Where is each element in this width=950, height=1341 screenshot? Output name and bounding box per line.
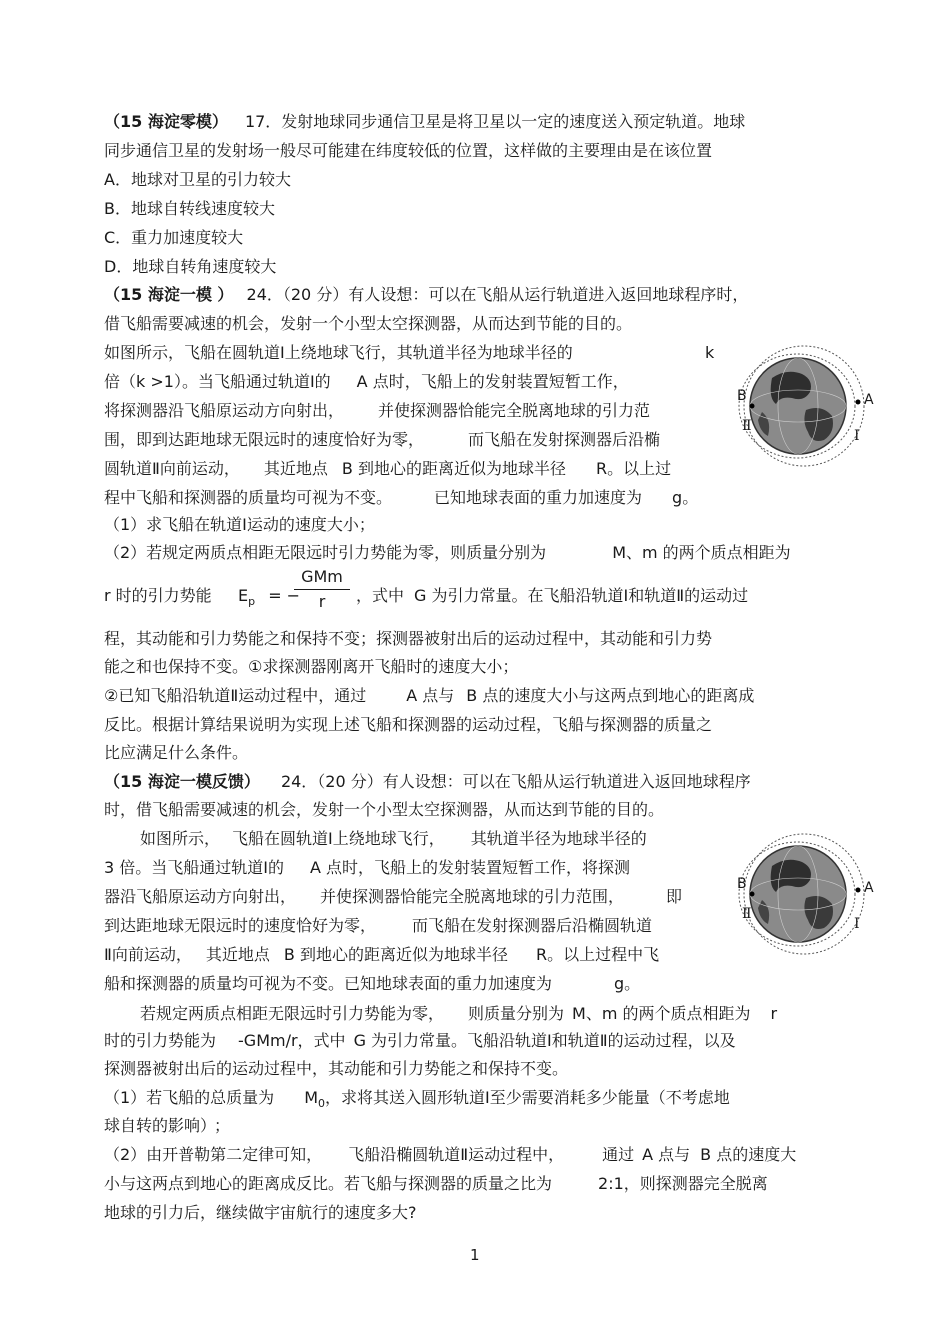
- q24a-sub1: （1）求飞船在轨道Ⅰ运动的速度大小；: [104, 515, 375, 534]
- q24b-sub2c: 地球的引力后，继续做宇宙航行的速度多大?: [104, 1203, 417, 1222]
- q24b-line10: 时的引力势能为 -GMm/r，式中 G 为引力常量。飞船沿轨道Ⅰ和轨道Ⅱ的运动过程，以及: [104, 1031, 736, 1050]
- q24a-formula-fraction: [292, 567, 352, 612]
- q24b-sub1b: 球自转的影响） ；: [104, 1116, 231, 1135]
- q24a-line-sub2b: ②已知飞船沿轨道Ⅱ运动过程中，通过 A 点与 B 点的速度大小与这两点到地心的距离成: [104, 686, 755, 705]
- q24b-sub2a: （2）由开普勒第二定律可知， 飞船沿椭圆轨道Ⅱ运动过程中， 通过 A 点与 B 点的速度大: [104, 1145, 797, 1164]
- point-a-label: A: [864, 880, 874, 896]
- q24b-tag: （15 海淀一模反馈）: [104, 772, 260, 791]
- q24a-formula-tail: ，式中 G 为引力常量。在飞船沿轨道Ⅰ和轨道Ⅱ的运动过: [356, 586, 749, 605]
- q24b-line3: 如图所示， 飞船在圆轨道Ⅰ上绕地球飞行， 其轨道半径为地球半径的: [140, 829, 647, 848]
- q24a-tag: （15 海淀一模 ）: [104, 285, 234, 304]
- orbit-figure-2: [732, 828, 882, 978]
- q24a-line7: 圆轨道Ⅱ向前运动， 其近地点 B 到地心的距离近似为地球半径 R。以上过: [104, 459, 672, 478]
- q24b-line7: Ⅱ向前运动， 其近地点 B 到地心的距离近似为地球半径 R。以上过程中飞: [104, 945, 660, 964]
- q24a-k: k: [705, 343, 715, 362]
- earth-orbit-diagram: [732, 340, 882, 490]
- earth-globe-icon: [750, 358, 846, 454]
- orbit-2-label: Ⅱ: [742, 906, 752, 922]
- earth-globe-icon: [750, 846, 846, 942]
- fraction-denominator: r: [318, 592, 326, 611]
- q24a-line-ratio1: 反比。根据计算结果说明为实现上述飞船和探测器的运动过程，飞船与探测器的质量之: [104, 715, 713, 734]
- q17-line2: 同步通信卫星的发射场一般尽可能建在纬度较低的位置，这样做的主要理由是在该位置: [104, 141, 713, 160]
- q24b-line2: 时，借飞船需要减速的机会，发射一个小型太空探测器，从而达到节能的目的。: [104, 800, 665, 819]
- q24a-formula-lhs: $E_p$ = −: [238, 586, 301, 609]
- q24a-line1: （15 海淀一模 ） 24．（20 分）有人设想：可以在飞船从运行轨道进入返回地球程序时，: [104, 285, 749, 304]
- q24a-potential-text: r 时的引力势能: [104, 586, 212, 605]
- fraction-numerator: GMm: [301, 567, 343, 586]
- q17-option-c: C．重力加速度较大: [104, 228, 244, 247]
- q24a-line-energy2: 能之和也保持不变。①求探测器刚离开飞船时的速度大小；: [104, 657, 519, 676]
- q24b-sub1a: （1）若飞船的总质量为 $M_0$，求将其送入圆形轨道Ⅰ至少需要消耗多少能量（不考虑地: [104, 1088, 730, 1111]
- q24a-line-energy1: 程，其动能和引力势能之和保持不变；探测器被射出后的运动过程中，其动能和引力势: [104, 629, 713, 648]
- q24a-line2: 借飞船需要减速的机会，发射一个小型太空探测器，从而达到节能的目的。: [104, 314, 633, 333]
- q24a-line6: 围，即到达距地球无限远时的速度恰好为零， 而飞船在发射探测器后沿椭: [104, 430, 661, 449]
- q24a-sub2: （2）若规定两质点相距无限远时引力势能为零，则质量分别为 M、m 的两个质点相距为: [104, 543, 791, 562]
- point-b-label: B: [737, 876, 747, 892]
- page-number: 1: [470, 1246, 480, 1264]
- q24b-line1: （15 海淀一模反馈） 24．（20 分）有人设想：可以在飞船从运行轨道进入返回地球程序: [104, 772, 751, 791]
- q24b-line9: 若规定两质点相距无限远时引力势能为零， 则质量分别为 M、m 的两个质点相距为 r: [140, 1004, 778, 1023]
- earth-orbit-diagram: [732, 828, 882, 978]
- q24b-sub2b: 小与这两点到地心的距离成反比。若飞船与探测器的质量之比为 2:1，则探测器完全脱离: [104, 1174, 768, 1193]
- q17-tag: （15 海淀零模）: [104, 112, 228, 131]
- q24a-line3: 如图所示，飞船在圆轨道Ⅰ上绕地球飞行，其轨道半径为地球半径的: [104, 343, 573, 362]
- q24b-line8: 船和探测器的质量均可视为不变。已知地球表面的重力加速度为 g。: [104, 974, 641, 993]
- q24a-line5: 将探测器沿飞船原运动方向射出， 并使探测器恰能完全脱离地球的引力范: [104, 401, 651, 420]
- q24b-line5: 器沿飞船原运动方向射出， 并使探测器恰能完全脱离地球的引力范围， 即: [104, 887, 683, 906]
- point-b-label: B: [737, 388, 747, 404]
- orbit-1-label: Ⅰ: [854, 916, 860, 932]
- q17-option-d: D．地球自转角速度较大: [104, 257, 277, 276]
- q24a-line8: 程中飞船和探测器的质量均可视为不变。 已知地球表面的重力加速度为 g。: [104, 488, 699, 507]
- orbit-figure-1: [732, 340, 882, 490]
- q24b-line4: 3 倍。当飞船通过轨道Ⅰ的 A 点时，飞船上的发射装置短暂工作，将探测: [104, 858, 631, 877]
- q17-line1: （15 海淀零模） 17．发射地球同步通信卫星是将卫星以一定的速度送入预定轨道。地球: [104, 112, 746, 131]
- q17-option-a: A．地球对卫星的引力较大: [104, 170, 291, 189]
- orbit-1-label: Ⅰ: [854, 428, 860, 444]
- q24b-line6: 到达距地球无限远时的速度恰好为零， 而飞船在发射探测器后沿椭圆轨道: [104, 916, 653, 935]
- q17-option-b: B．地球自转线速度较大: [104, 199, 275, 218]
- q24b-line11: 探测器被射出后的运动过程中，其动能和引力势能之和保持不变。: [104, 1059, 569, 1078]
- orbit-2-label: Ⅱ: [742, 418, 752, 434]
- q24a-line-ratio2: 比应满足什么条件。: [104, 743, 249, 762]
- q24a-line4: 倍（k >1）。当飞船通过轨道Ⅰ的 A 点时，飞船上的发射装置短暂工作，: [104, 372, 629, 391]
- point-a-label: A: [864, 392, 874, 408]
